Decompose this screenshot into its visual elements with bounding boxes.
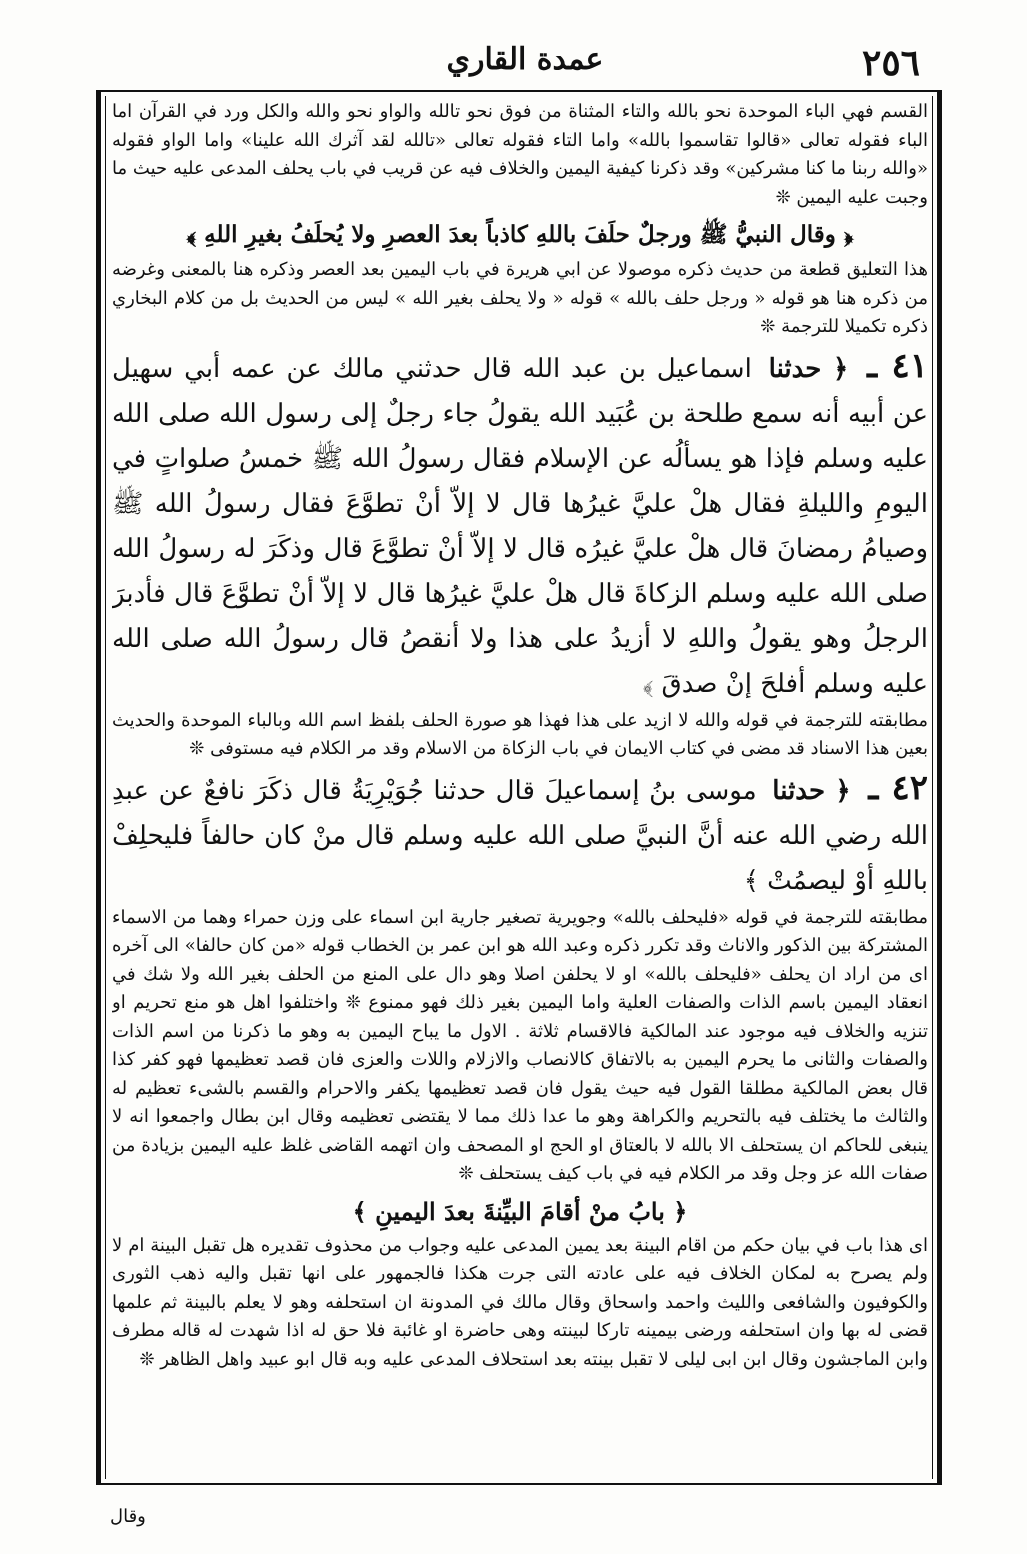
catchword: وقال — [110, 1506, 146, 1527]
commentary-paragraph: اى هذا باب في بيان حكم من اقام البينة بعد يمين المدعى عليه وجواب من محذوف تقديره هل تقبل البينة ام لا ولم يصرح به لمكان الخلاف فيه على عادته التى جرت هكذا فالجمهور على انها تقبل واليه ذهب الثورى والكوفيون والشافعى والليث واحمد واسحاق وقال مالك في المدونة ان استحلفه وهو لا يعلم بالبينة ثم علمها قضى له بها وان استحلفه ورضى بيمينه تاركا لبينته وهى حاضرة او غائبة فلا حق له اذا شهدت له قاله مطرف وابن الماجشون وقال ابن ابى ليلى لا تقبل بينته بعد استحلاف المدعى عليه وبه قال ابو عبيد واهل الظاهر ❊ — [112, 1234, 928, 1370]
page-header — [100, 38, 950, 86]
page-number: ٢٥٦ — [861, 42, 920, 84]
hadith-text: موسى بنُ إسماعيلَ قال حدثنا جُوَيْرِيَةُ قال ذكَرَ نافعٌ عن عبدِ الله رضي الله عنه أنَّ النبيَّ صلى الله عليه وسلم قال منْ كان حالفاً فليحلِفْ باللهِ أوْ ليصمُتْ ﴾ — [112, 775, 928, 896]
bab-heading: ﴿ بابُ منْ أقامَ البيِّنةَ بعدَ اليمينِ ﴾ — [352, 1196, 688, 1226]
running-title: عمدة القاري — [446, 42, 604, 77]
chapter-heading: ﴿ وقال النبيُّ ﷺ ورجلٌ حلَفَ باللهِ كاذباً بعدَ العصرِ ولا يُحلَفُ بغيرِ اللهِ ﴾ — [186, 221, 854, 248]
hadith-text: اسماعيل بن عبد الله قال حدثني مالك عن عمه أبي سهيل عن أبيه أنه سمع طلحة بن عُبَيد الله يقولُ جاء رجلٌ إلى رسول الله صلى الله عليه وسلم فإذا هو يسألُه عن الإسلام فقال رسولُ الله ﷺ خمسُ صلواتٍ في اليومِ والليلةِ فقال هلْ عليَّ غيرُها قال لا إلاّ أنْ تطوَّعَ فقال رسولُ الله ﷺ وصيامُ رمضانَ قال هلْ عليَّ غيرُه قال لا إلاّ أنْ تطوَّعَ قال وذكَرَ له رسولُ الله صلى الله عليه وسلم الزكاةَ قال هلْ عليَّ غيرُها قال لا إلاّ أنْ تطوَّعَ قال فأدبرَ الرجلُ وهو يقولُ واللهِ لا أزيدُ على هذا ولا أنقصُ قال رسولُ الله صلى الله عليه وسلم أفلحَ إنْ صدقَ ﴾ — [112, 353, 928, 699]
hadith-41 — [112, 344, 928, 707]
commentary-paragraph: هذا التعليق قطعة من حديث ذكره موصولا عن ابي هريرة في باب اليمين بعد العصر وذكره هنا بالمعنى وغرضه من ذكره هنا هو قوله « ورجل حلف بالله » قوله « ولا يحلف بغير الله » ليس من الحديث بل من كلام البخاري ذكره تكميلا للترجمة ❊ — [112, 259, 928, 337]
hadith-number: ٤٢ ـ — [868, 767, 928, 808]
commentary-paragraph: مطابقته للترجمة في قوله والله لا ازيد على هذا فهذا هو صورة الحلف بلفظ اسم الله وبالباء الموحدة والحديث بعين هذا الاسناد قد مضى في كتاب الايمان في باب الزكاة من الاسلام وقد مر الكلام فيه مستوفى ❊ — [112, 709, 928, 759]
hadith-sanad-word: ﴿ حدثنا — [772, 775, 851, 806]
hadith-sanad-word: ﴿ حدثنا — [768, 353, 849, 384]
commentary-paragraph: مطابقته للترجمة في قوله «فليحلف بالله» وجويرية تصغير جارية ابن اسماء على وزن حمراء وهما من الاسماء المشتركة بين الذكور والاناث وقد تكرر ذكره وعبد الله هو ابن عمر بن الخطاب قوله «من كان حالفا» الى آخره اى من اراد ان يحلف «فليحلف بالله» او لا يحلفن اصلا وهو دال على المنع من الحلف بغير الله ولا شك في انعقاد اليمين باسم الذات والصفات العلية واما اليمين بغير ذلك فهو ممنوع ❊ واختلفوا اهل هو منع تحريم او تنزيه والخلاف فيه موجود عند المالكية فالاقسام ثلاثة . الاول ما يباح اليمين به وهو ما ذكرنا من اسم الذات والصفات والثانى ما يحرم اليمين به بالاتفاق كالانصاب والازلام واللات والعزى فان قصد تعظيمها فهو كفر كذا قال بعض المالكية مطلقا القول فيه حيث يقول فان قصد تعظيمها يكفر والاحرام والقسم بالشىء تعظيم له والثالث ما يختلف فيه بالتحريم والكراهة وهو ما عدا ذلك مما لا يقتضى تعظيمه وقال ابن بطال واجمعوا انه لا ينبغى للحاكم ان يستحلف الا بالله لا بالعتاق او الحج او المصحف وان اتهمه القاضى غلظ عليه اليمين بزيادة من صفات الله عز وجل وقد مر الكلام فيه في باب كيف يستحلف ❊ — [112, 906, 928, 1184]
hadith-number: ٤١ ـ — [867, 345, 928, 386]
commentary-paragraph: القسم فهي الباء الموحدة نحو بالله والتاء المثناة من فوق نحو تالله والواو نحو والله والكل ورد في القرآن اما الباء فقوله تعالى «قالوا تقاسموا بالله» واما التاء فقوله تعالى «تالله لقد آثرك الله علينا» واما الواو فقوله «والله ربنا ما كنا مشركين» وقد ذكرنا كيفية اليمين والخلاف فيه عن قريب في باب يحلف المدعى عليه حيث ما وجبت عليه اليمين ❊ — [112, 101, 928, 208]
hadith-42 — [112, 766, 928, 904]
page-body — [112, 98, 928, 1478]
